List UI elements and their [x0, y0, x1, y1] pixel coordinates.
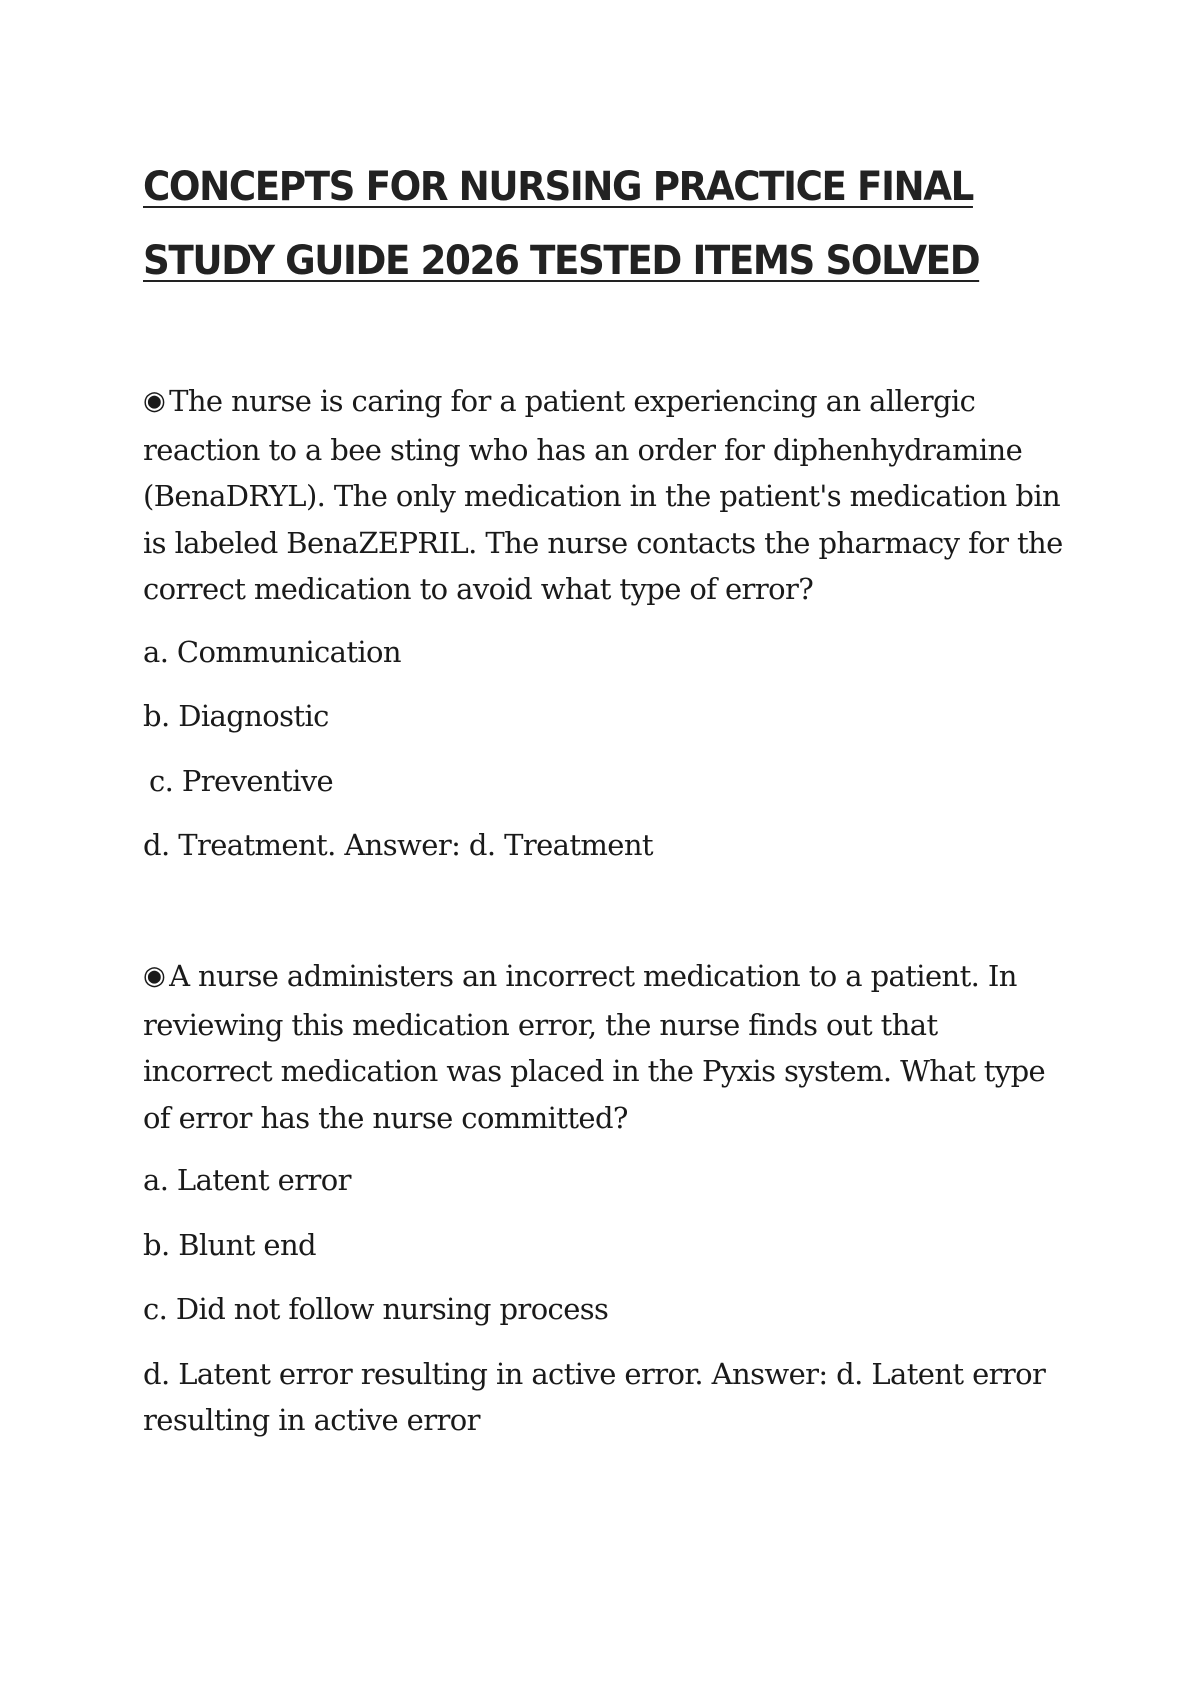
answer-option: a. Communication	[143, 634, 401, 669]
answer-option: c. Did not follow nursing process	[143, 1292, 609, 1326]
answer-option-with-answer: d. Latent error resulting in active error. Answer: d. Latent error resulting in active error	[143, 1356, 1046, 1437]
answer-option: c. Preventive	[149, 763, 334, 798]
question-stem	[143, 378, 1073, 613]
answer-option: b. Diagnostic	[143, 699, 329, 733]
answer-option: b. Blunt end	[143, 1227, 317, 1262]
question-text: A nurse administers an incorrect medication to a patient. In reviewing this medication error, the nurse finds out that incorrect medication was placed in the Pyxis system. What type of error has the nurse committed?	[143, 959, 1046, 1135]
radio-bullet-icon: ◉	[143, 961, 166, 991]
question-block	[143, 953, 1073, 1444]
answer-option: a. Latent error	[143, 1163, 351, 1197]
answer-option-with-answer: d. Treatment. Answer: d. Treatment	[143, 828, 653, 862]
question-stem	[143, 953, 1073, 1141]
question-text: The nurse is caring for a patient experiencing an allergic reaction to a bee sting who has an order for diphenhydramine (BenaDRYL). The only medication in the patient's medication bin is labeled BenaZEPRIL. The nurse contacts the pharmacy for the correct medication to avoid what type of error?	[143, 384, 1063, 606]
radio-bullet-icon: ◉	[143, 386, 166, 416]
question-block	[143, 378, 1073, 869]
document-title: CONCEPTS FOR NURSING PRACTICE FINAL STUDY GUIDE 2026 TESTED ITEMS SOLVED	[143, 164, 980, 284]
